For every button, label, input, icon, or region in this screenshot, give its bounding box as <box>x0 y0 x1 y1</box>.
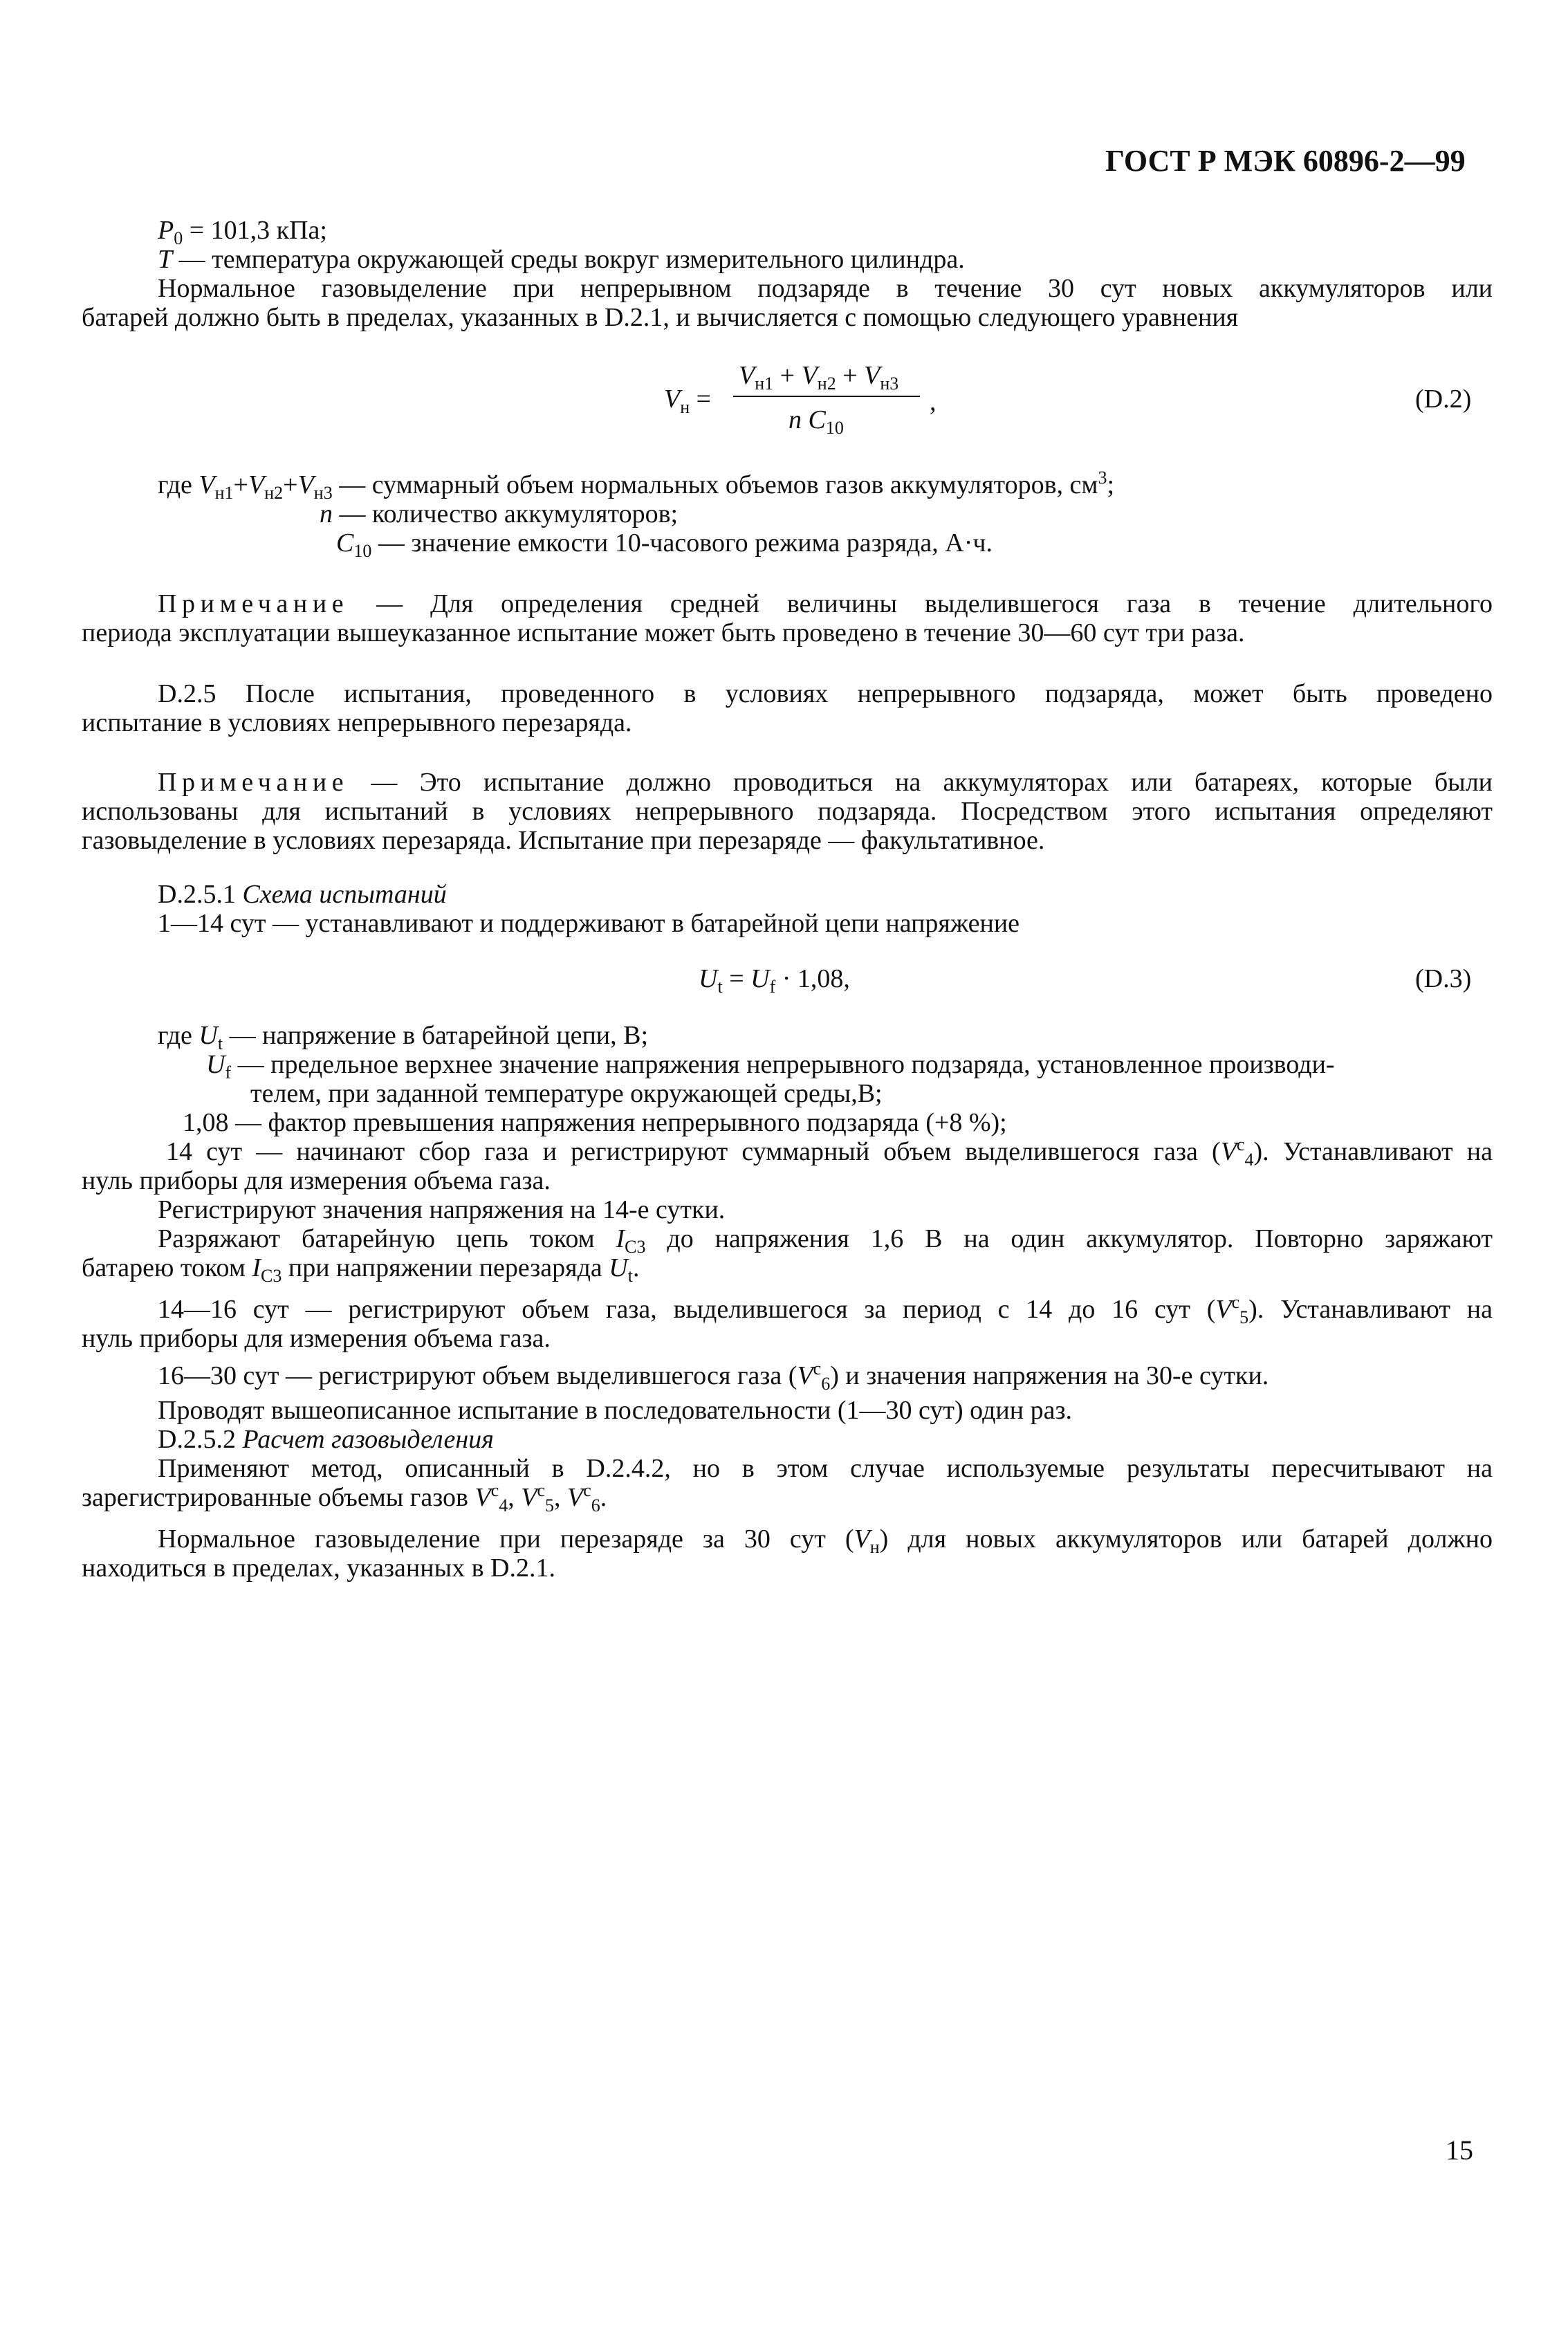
schedule-text: 14—16 сут — регистрируют объем газа, выделившегося за период с 14 до 16 сут ( <box>158 1295 1216 1324</box>
section-d251-heading <box>158 880 447 909</box>
schedule-text: ). Устанавливают на <box>1253 1137 1493 1166</box>
symbol-subscript: f <box>769 977 776 997</box>
definition-uf <box>206 1050 1335 1082</box>
symbol-subscript: 6 <box>821 1374 831 1394</box>
plus-sign: + <box>773 361 802 390</box>
definition-t <box>158 245 965 274</box>
symbol-v: V <box>474 1483 491 1512</box>
symbol-v: V <box>521 1483 537 1512</box>
section-title: Схема испытаний <box>242 880 447 909</box>
schedule-text: Разряжают батарейную цепь током <box>158 1224 616 1253</box>
schedule-text: при напряжении перезаряда <box>282 1253 609 1282</box>
where-word: где <box>158 1021 199 1050</box>
definition-n <box>320 499 678 528</box>
equation-numerator <box>739 361 899 394</box>
paragraph-line: батарей должно быть в пределах, указанных в D.2.1, и вычисляется с помощью следующего уравнения <box>82 303 1239 332</box>
equation-number: (D.3) <box>1415 964 1472 993</box>
equation-rest: · 1,08, <box>775 964 850 993</box>
punctuation: ; <box>1107 470 1114 499</box>
equation-lhs <box>664 385 712 417</box>
note-line <box>158 589 1493 618</box>
symbol-c: C <box>336 528 354 558</box>
note-line: периода эксплуатации вышеуказанное испытание может быть проведено в течение 30—60 сут три раза. <box>82 618 1245 647</box>
section-number: D.2.5.1 <box>158 880 243 909</box>
symbol-subscript: 4 <box>1244 1150 1254 1170</box>
plus-sign: + <box>233 470 248 499</box>
plus-sign: + <box>836 361 865 390</box>
symbol-subscript: t <box>217 1033 223 1053</box>
schedule-text: 14 сут — начинают сбор газа и регистрируют суммарный объем выделившегося газа ( <box>166 1137 1221 1166</box>
symbol-subscript: н3 <box>880 374 899 394</box>
symbol-u: U <box>750 964 770 993</box>
symbol-u: U <box>609 1253 628 1282</box>
superscript: 3 <box>1098 468 1107 488</box>
definition-uf-cont: телем, при заданной температуре окружающей среды,В; <box>250 1079 883 1108</box>
schedule-line <box>166 1134 1493 1170</box>
section-d25-line: испытание в условиях непрерывного перезаряда. <box>82 708 632 737</box>
definition-p0 <box>158 216 327 248</box>
symbol-subscript: 10 <box>825 418 844 438</box>
definition-sum <box>158 468 1114 503</box>
schedule-line <box>82 1253 640 1286</box>
symbol-subscript: f <box>225 1062 232 1082</box>
definition-text: — предельное верхнее значение напряжения непрерывного подзаряда, установленное производи- <box>231 1050 1335 1079</box>
schedule-line: Проводят вышеописанное испытание в последовательности (1—30 сут) один раз. <box>158 1396 1072 1425</box>
schedule-text: ). Устанавливают на <box>1248 1295 1493 1324</box>
schedule-text: ) и значения напряжения на 30-е сутки. <box>830 1361 1269 1390</box>
note-label: Примечание <box>158 768 349 797</box>
superscript: c <box>1236 1134 1245 1154</box>
note-line: газовыделение в условиях перезаряда. Испытание при перезаряде — факультативное. <box>82 826 1045 855</box>
symbol-v: V <box>801 361 818 390</box>
definition-factor: 1,08 — фактор превышения напряжения непрерывного подзаряда (+8 %); <box>183 1108 1007 1137</box>
symbol-subscript: 5 <box>1239 1307 1249 1327</box>
section-d25-line: D.2.5 После испытания, проведенного в условиях непрерывного подзаряда, может быть проведено <box>158 679 1493 708</box>
paragraph-text: ) для новых аккумуляторов или батарей должно <box>879 1524 1493 1554</box>
paragraph-line: Применяют метод, описанный в D.2.4.2, но в этом случае используемые результаты пересчитывают на <box>158 1454 1493 1483</box>
symbol-v: V <box>248 470 265 499</box>
equation-denominator <box>788 405 844 438</box>
section-d252-heading <box>158 1425 494 1454</box>
definition-text: — количество аккумуляторов; <box>333 499 679 528</box>
paragraph-line <box>158 1524 1493 1557</box>
symbol-subscript: t <box>627 1266 633 1286</box>
symbol-subscript: н1 <box>214 483 234 503</box>
schedule-line: нуль приборы для измерения объема газа. <box>82 1324 551 1353</box>
where-word: где <box>158 470 199 499</box>
symbol-t: T <box>158 245 173 274</box>
schedule-text: до напряжения 1,6 В на один аккумулятор. Повторно заряжают <box>645 1224 1493 1253</box>
symbol-subscript: C3 <box>625 1237 646 1257</box>
symbol-n: n <box>788 405 802 434</box>
symbol-v: V <box>864 361 880 390</box>
definition-text: — напряжение в батарейной цепи, В; <box>223 1021 649 1050</box>
definition-text: — температура окружающей среды вокруг измерительного цилиндра. <box>172 245 965 274</box>
symbol-v: V <box>797 1361 813 1390</box>
note-text: — Это испытание должно проводиться на аккумуляторах или батареях, которые были <box>349 768 1493 797</box>
plus-sign: + <box>283 470 298 499</box>
note-line: использованы для испытаний в условиях непрерывного подзаряда. Посредством этого испытания определяют <box>82 797 1493 826</box>
symbol-v: V <box>1220 1137 1237 1166</box>
equation-comma: , <box>930 387 937 416</box>
symbol-u: U <box>199 1021 218 1050</box>
symbol-v: V <box>1215 1295 1232 1324</box>
paragraph-line: Нормальное газовыделение при непрерывном подзаряде в течение 30 сут новых аккумуляторов или <box>158 274 1493 303</box>
symbol-v: V <box>567 1483 584 1512</box>
superscript: c <box>1231 1292 1240 1312</box>
definition-text: = 101,3 кПа; <box>183 216 327 245</box>
schedule-line: Регистрируют значения напряжения на 14-е сутки. <box>158 1195 726 1224</box>
symbol-subscript: 10 <box>353 541 372 561</box>
symbol-v: V <box>199 470 215 499</box>
symbol-n: n <box>320 499 333 528</box>
schedule-line <box>158 1292 1493 1327</box>
symbol-subscript: 4 <box>499 1495 508 1515</box>
symbol-subscript: t <box>717 977 723 997</box>
note-text: — Для определения средней величины выделившегося газа в течение длительного <box>349 589 1493 618</box>
symbol-subscript: 0 <box>174 228 183 248</box>
schedule-line <box>158 1224 1493 1257</box>
symbol-subscript: н <box>869 1537 880 1557</box>
paragraph-text: зарегистрированные объемы газов <box>82 1483 475 1512</box>
symbol-subscript: н2 <box>817 374 836 394</box>
paragraph-line: находиться в пределах, указанных в D.2.1. <box>82 1554 556 1583</box>
definition-text: — значение емкости 10-часового режима разряда, А·ч. <box>371 528 993 558</box>
paragraph-text: Нормальное газовыделение при перезаряде за 30 сут ( <box>158 1524 854 1554</box>
schedule-text: 16—30 сут — регистрируют объем выделившегося газа ( <box>158 1361 797 1390</box>
symbol-v: V <box>664 385 681 414</box>
fraction-bar <box>733 396 920 397</box>
punctuation: . <box>632 1253 640 1282</box>
symbol-u: U <box>206 1050 225 1079</box>
symbol-subscript: н1 <box>755 374 774 394</box>
equals-sign: = <box>696 385 712 414</box>
definition-text: — суммарный объем нормальных объемов газов аккумуляторов, см <box>332 470 1098 499</box>
symbol-subscript: н3 <box>313 483 333 503</box>
symbol-i: I <box>252 1253 261 1282</box>
section-number: D.2.5.2 <box>158 1425 243 1454</box>
punctuation: , <box>554 1483 568 1512</box>
note-label: Примечание <box>158 589 349 618</box>
paragraph-line <box>82 1480 607 1515</box>
schedule-line: нуль приборы для измерения объема газа. <box>82 1166 551 1195</box>
symbol-subscript: н2 <box>264 483 284 503</box>
symbol-subscript: C3 <box>261 1266 282 1286</box>
superscript: c <box>583 1480 591 1500</box>
schedule-text: батарею током <box>82 1253 252 1282</box>
symbol-subscript: н <box>680 397 690 417</box>
page-number: 15 <box>1446 2135 1473 2166</box>
definition-ut <box>158 1021 649 1053</box>
symbol-i: I <box>616 1224 625 1253</box>
document-header: ГОСТ Р МЭК 60896-2—99 <box>1105 144 1466 178</box>
symbol-v: V <box>297 470 314 499</box>
punctuation: . <box>600 1483 607 1512</box>
note-line <box>158 768 1493 797</box>
section-title: Расчет газовыделения <box>242 1425 494 1454</box>
symbol-c: C <box>802 405 826 434</box>
superscript: c <box>537 1480 546 1500</box>
equals-sign: = <box>722 964 751 993</box>
symbol-v: V <box>854 1524 870 1554</box>
superscript: c <box>490 1480 499 1500</box>
symbol-subscript: 6 <box>591 1495 600 1515</box>
definition-c10 <box>336 528 993 561</box>
equation-number: (D.2) <box>1415 385 1472 414</box>
schedule-line <box>158 1358 1269 1394</box>
symbol-v: V <box>739 361 755 390</box>
symbol-subscript: 5 <box>545 1495 555 1515</box>
paragraph-line: 1—14 сут — устанавливают и поддерживают в батарейной цепи напряжение <box>158 909 1020 938</box>
superscript: c <box>813 1358 822 1379</box>
symbol-u: U <box>699 964 718 993</box>
equation-d3 <box>699 964 850 997</box>
symbol-p: P <box>158 216 174 245</box>
punctuation: , <box>508 1483 522 1512</box>
